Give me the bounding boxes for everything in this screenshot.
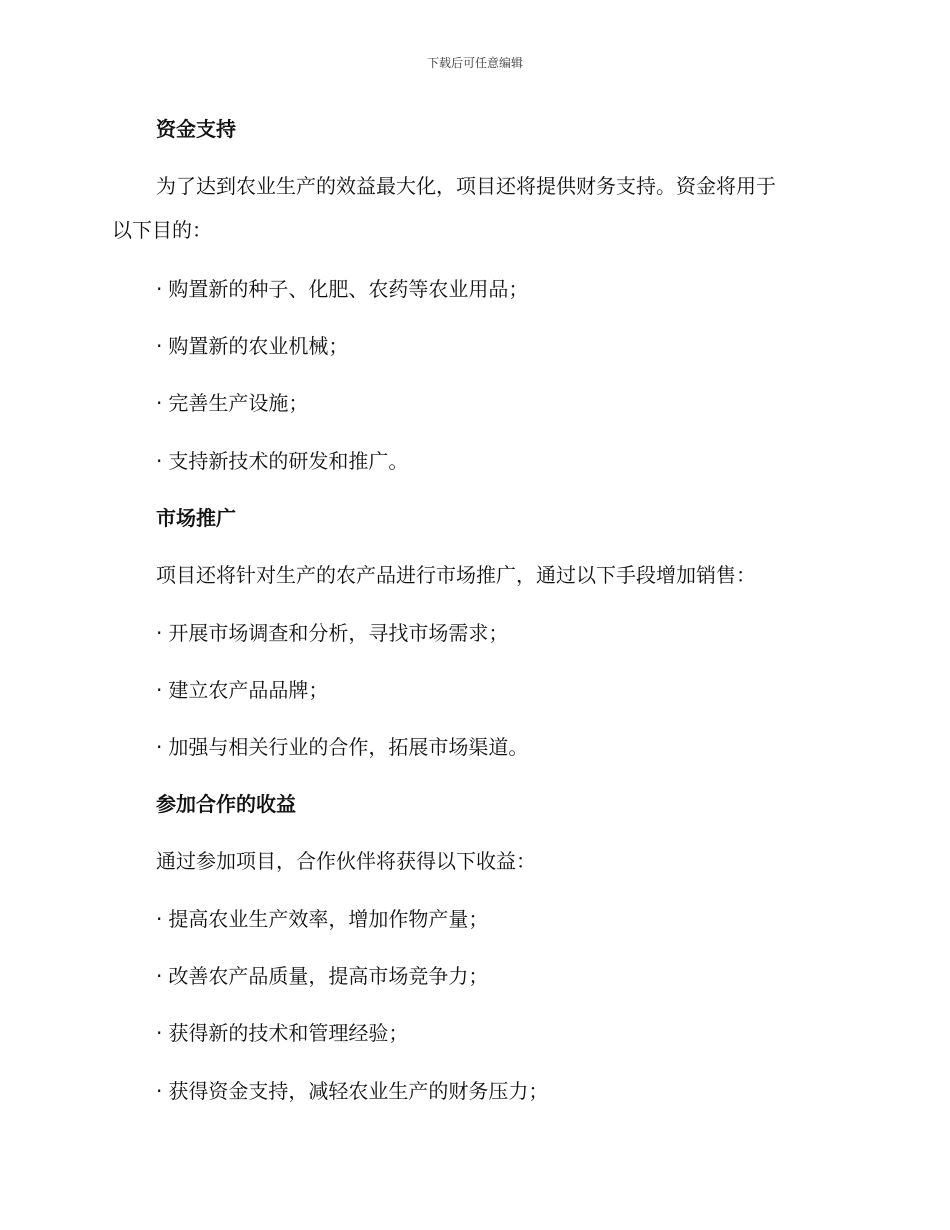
bullet-icon: ·	[156, 964, 163, 988]
list-item-text: 完善生产设施；	[168, 391, 309, 415]
list-item	[156, 619, 508, 647]
list-item-text: 购置新的农业机械；	[168, 334, 349, 358]
list-item	[156, 1077, 548, 1105]
list-item-text: 获得新的技术和管理经验；	[168, 1021, 409, 1045]
section-title-funding: 资金支持	[156, 117, 236, 141]
section-title-benefits: 参加合作的收益	[156, 792, 296, 816]
list-item-text: 获得资金支持，减轻农业生产的财务压力；	[168, 1079, 549, 1103]
bullet-icon: ·	[156, 449, 163, 473]
list-item	[156, 962, 488, 990]
funding-intro-line2: 以下目的：	[112, 218, 212, 242]
list-item	[156, 676, 328, 704]
list-item-text: 购置新的种子、化肥、农药等农业用品；	[168, 277, 529, 301]
bullet-icon: ·	[156, 678, 163, 702]
list-item-text: 建立农产品品牌；	[168, 678, 329, 702]
list-item-text: 加强与相关行业的合作，拓展市场渠道。	[168, 735, 529, 759]
bullet-icon: ·	[156, 1079, 163, 1103]
bullet-icon: ·	[156, 391, 163, 415]
bullet-icon: ·	[156, 334, 163, 358]
list-item	[156, 1019, 408, 1047]
benefits-intro: 通过参加项目，合作伙伴将获得以下收益：	[156, 849, 536, 873]
list-item	[156, 389, 308, 417]
list-item	[156, 733, 528, 761]
list-item-text: 开展市场调查和分析，寻找市场需求；	[168, 621, 509, 645]
bullet-icon: ·	[156, 277, 163, 301]
bullet-icon: ·	[156, 621, 163, 645]
list-item	[156, 905, 488, 933]
list-item	[156, 275, 528, 303]
list-item-text: 支持新技术的研发和推广。	[168, 449, 409, 473]
list-item	[156, 332, 348, 360]
list-item	[156, 447, 408, 475]
bullet-icon: ·	[156, 1021, 163, 1045]
page-header-note: 下载后可任意编辑	[426, 56, 523, 70]
section-title-marketing: 市场推广	[156, 506, 236, 530]
marketing-intro: 项目还将针对生产的农产品进行市场推广，通过以下手段增加销售：	[156, 563, 756, 587]
bullet-icon: ·	[156, 907, 163, 931]
list-item-text: 提高农业生产效率，增加作物产量；	[168, 907, 489, 931]
funding-intro-line1: 为了达到农业生产的效益最大化，项目还将提供财务支持。资金将用于	[156, 174, 776, 198]
bullet-icon: ·	[156, 735, 163, 759]
list-item-text: 改善农产品质量，提高市场竞争力；	[168, 964, 489, 988]
